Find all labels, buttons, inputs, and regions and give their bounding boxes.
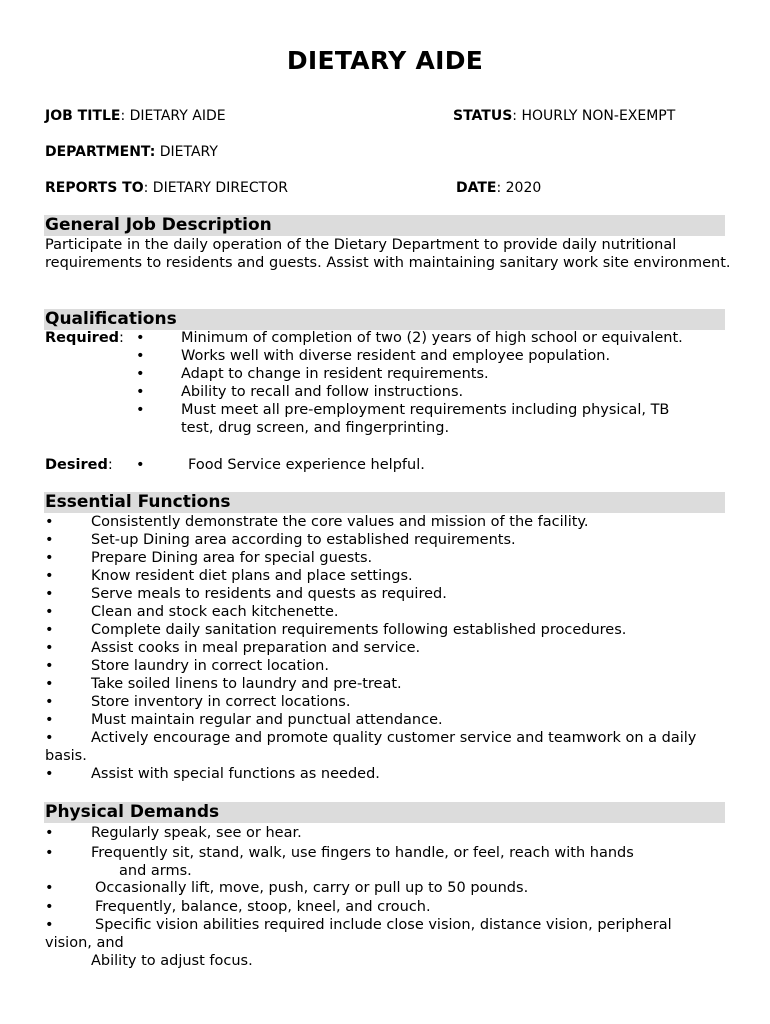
bullet-icon: •: [45, 550, 54, 566]
bullet-icon: •: [136, 402, 145, 418]
physical-item-continuation: vision, and: [45, 935, 124, 951]
bullet-icon: •: [45, 917, 54, 933]
job-title-field: [45, 108, 226, 124]
required-separator: :: [119, 330, 124, 346]
essential-item: Set-up Dining area according to established requirements.: [91, 532, 516, 548]
required-item: Minimum of completion of two (2) years of high school or equivalent.: [181, 330, 683, 346]
bullet-icon: •: [136, 366, 145, 382]
essential-item: Assist cooks in meal preparation and service.: [91, 640, 421, 656]
status-value: : HOURLY NON-EXEMPT: [512, 108, 676, 124]
desired-separator: :: [107, 457, 113, 473]
required-item: Ability to recall and follow instructions.: [181, 384, 464, 400]
desired-item: Food Service experience helpful.: [188, 457, 425, 473]
status-field: [453, 108, 675, 124]
essential-item: Consistently demonstrate the core values and mission of the facility.: [91, 514, 589, 530]
bullet-icon: •: [45, 604, 54, 620]
bullet-icon: •: [45, 766, 54, 782]
reports-to-label: REPORTS TO: [45, 180, 144, 196]
physical-item: Frequently, balance, stoop, kneel, and crouch.: [95, 899, 431, 915]
desired-label-row: [45, 456, 113, 474]
bullet-icon: •: [45, 712, 54, 728]
bullet-icon: •: [45, 694, 54, 710]
department-label: DEPARTMENT:: [45, 144, 156, 160]
bullet-icon: •: [45, 899, 54, 915]
job-title-value: : DIETARY AIDE: [120, 108, 226, 124]
required-item: Works well with diverse resident and employee population.: [181, 348, 611, 364]
bullet-icon: •: [45, 676, 54, 692]
bullet-icon: •: [136, 348, 145, 364]
physical-item: Occasionally lift, move, push, carry or pull up to 50 pounds.: [95, 880, 529, 896]
physical-section-heading: Physical Demands: [45, 802, 220, 822]
essential-item: Store inventory in correct locations.: [91, 694, 351, 710]
physical-item-continuation: and arms.: [119, 863, 192, 879]
bullet-icon: •: [45, 845, 54, 861]
bullet-icon: •: [45, 825, 54, 841]
bullet-icon: •: [45, 622, 54, 638]
bullet-icon: •: [136, 330, 145, 346]
department-field: [45, 144, 218, 160]
essential-item: Actively encourage and promote quality customer service and teamwork on a daily: [91, 730, 697, 746]
required-label: Required: [45, 330, 120, 346]
bullet-icon: •: [45, 568, 54, 584]
essential-item: Prepare Dining area for special guests.: [91, 550, 373, 566]
physical-item: Specific vision abilities required include close vision, distance vision, peripheral: [95, 917, 672, 933]
required-item: Must meet all pre-employment requirements including physical, TB: [181, 402, 670, 418]
qualifications-section-heading: Qualifications: [45, 309, 177, 329]
essential-item: Serve meals to residents and quests as required.: [91, 586, 447, 602]
required-item: Adapt to change in resident requirements.: [181, 366, 489, 382]
reports-to-value: : DIETARY DIRECTOR: [143, 180, 288, 196]
essential-item: Assist with special functions as needed.: [91, 766, 380, 782]
essential-item: Must maintain regular and punctual attendance.: [91, 712, 443, 728]
bullet-icon: •: [136, 457, 145, 473]
essential-section-heading: Essential Functions: [45, 492, 231, 512]
required-item-continuation: test, drug screen, and fingerprinting.: [181, 420, 450, 436]
reports-to-field: [45, 180, 288, 196]
bullet-icon: •: [45, 658, 54, 674]
bullet-icon: •: [45, 880, 54, 896]
essential-item: Take soiled linens to laundry and pre-treat.: [91, 676, 402, 692]
desired-label: Desired: [45, 457, 108, 473]
essential-item: Clean and stock each kitchenette.: [91, 604, 339, 620]
essential-item: Know resident diet plans and place settings.: [91, 568, 413, 584]
general-section-heading: General Job Description: [45, 215, 272, 235]
bullet-icon: •: [45, 640, 54, 656]
general-description: Participate in the daily operation of the Dietary Department to provide daily nutritional requirements to residents and guests. Assist with maintaining sanitary work site environment.: [45, 237, 731, 271]
date-value: : 2020: [496, 180, 542, 196]
date-field: [456, 180, 541, 196]
bullet-icon: •: [45, 586, 54, 602]
department-value: DIETARY: [155, 144, 218, 160]
physical-item: Ability to adjust focus.: [91, 953, 253, 969]
physical-item: Regularly speak, see or hear.: [91, 825, 302, 841]
bullet-icon: •: [136, 384, 145, 400]
required-label-row: [45, 329, 124, 347]
bullet-icon: •: [45, 532, 54, 548]
date-label: DATE: [456, 180, 497, 196]
essential-item: Store laundry in correct location.: [91, 658, 329, 674]
essential-item: Complete daily sanitation requirements following established procedures.: [91, 622, 627, 638]
job-title-label: JOB TITLE: [45, 108, 121, 124]
essential-item-continuation: basis.: [45, 748, 87, 764]
page-title: DIETARY AIDE: [286, 46, 484, 75]
status-label: STATUS: [453, 108, 513, 124]
bullet-icon: •: [45, 730, 54, 746]
physical-item: Frequently sit, stand, walk, use fingers to handle, or feel, reach with hands: [91, 845, 634, 861]
bullet-icon: •: [45, 514, 54, 530]
